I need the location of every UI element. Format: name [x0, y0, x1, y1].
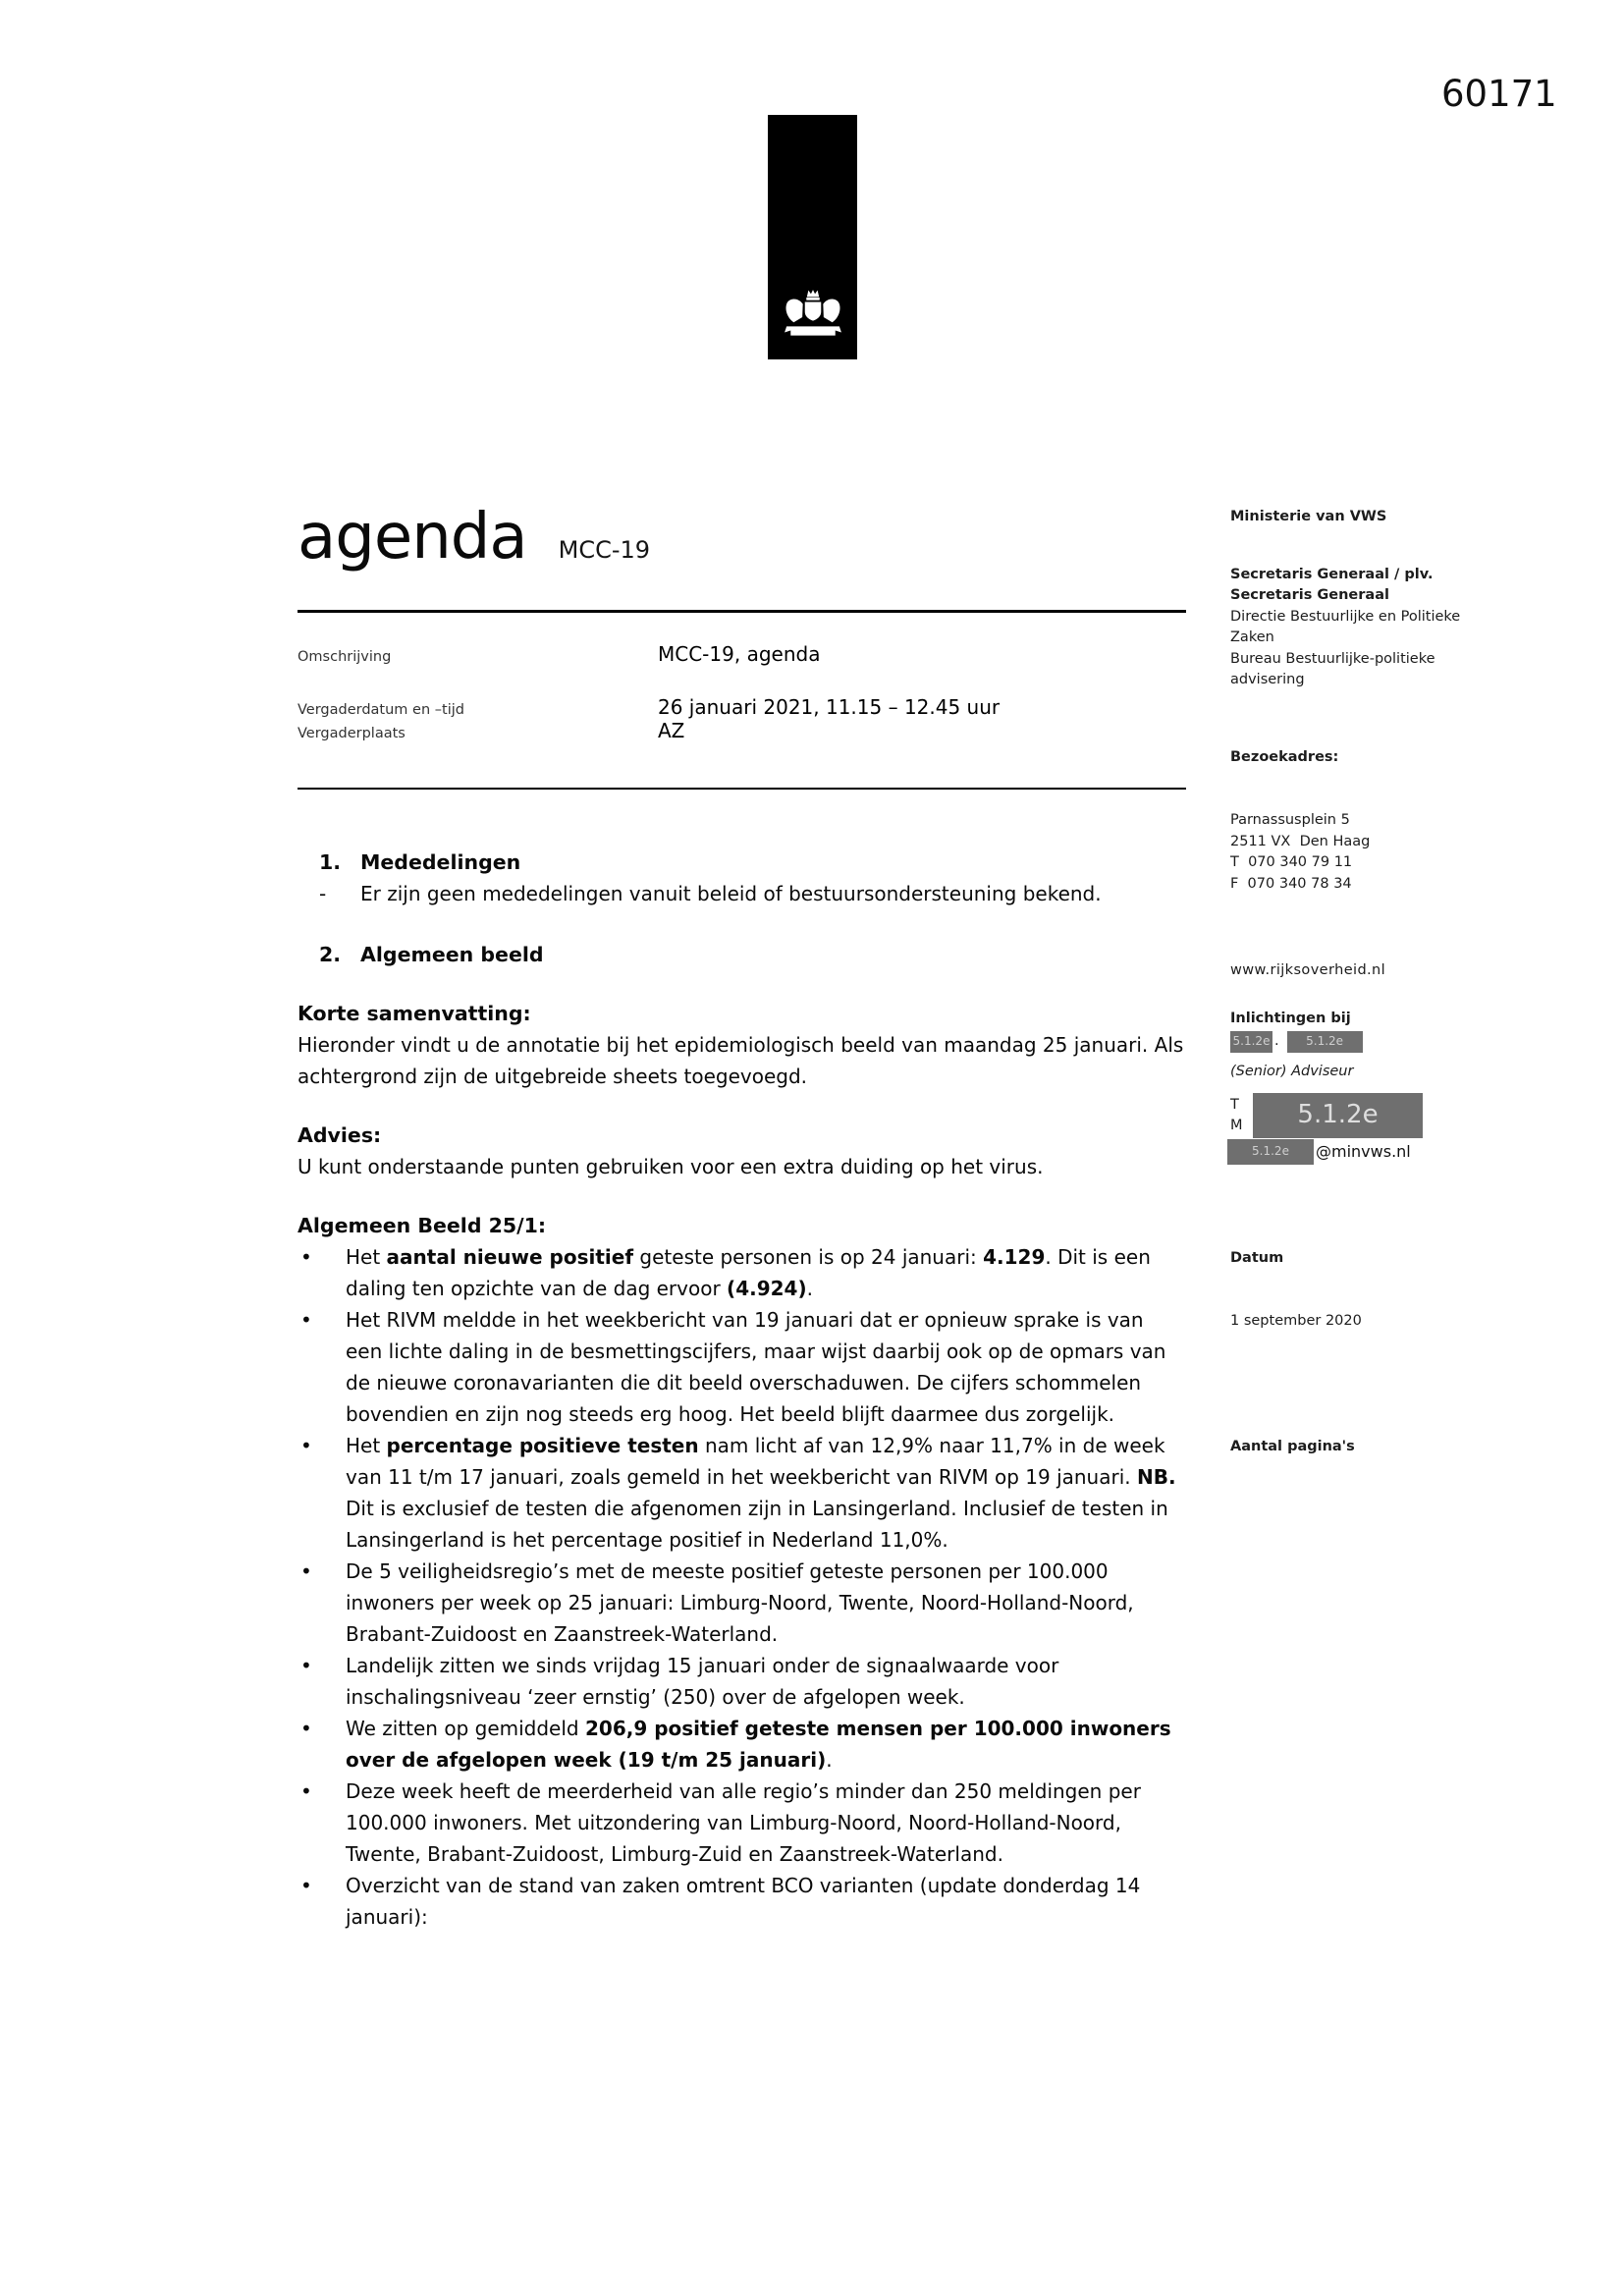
bullet-text: Het percentage positieve testen nam licht af van 12,9% naar 11,7% in de week van 11 t/m 17 januari, zoals gemeld in het weekbericht van RIVM op 19 januari. NB. Dit is exclusief de testen die afgenomen zijn in Lansingerland. Inclusief de testen in Lansingerland is het percentage positief in Nederland 11,0%.: [346, 1434, 1176, 1552]
section-2-heading: [319, 939, 1186, 970]
redacted-contact-names: [1230, 1031, 1432, 1053]
meta-value: MCC-19, agenda: [658, 642, 821, 666]
bullet-item: [298, 1304, 1186, 1430]
redaction-box-large: 5.1.2e: [1253, 1093, 1423, 1138]
redaction-box: 5.1.2e: [1230, 1031, 1272, 1053]
bullet-item: [298, 1713, 1186, 1776]
org-line: Secretaris Generaal / plv.: [1230, 566, 1434, 582]
meta-label: Vergaderdatum en –tijd: [298, 702, 464, 718]
redacted-phone-block: [1230, 1093, 1432, 1139]
date-label: Datum: [1230, 1249, 1284, 1266]
phone-label-t: T: [1230, 1096, 1239, 1113]
redaction-box: 5.1.2e: [1287, 1031, 1363, 1053]
bullet-marker: •: [300, 1434, 312, 1457]
bullet-marker: •: [300, 1779, 312, 1803]
main-column: [298, 501, 1186, 1933]
contact-role: (Senior) Adviseur: [1230, 1064, 1354, 1079]
redacted-email-row: [1227, 1139, 1432, 1165]
bullet-marker: •: [300, 1874, 312, 1897]
page-title: agenda: [298, 501, 527, 574]
bullet-marker: •: [300, 1654, 312, 1677]
bullet-item: [298, 1241, 1186, 1304]
contact-heading: Inlichtingen bij: [1230, 1010, 1351, 1026]
phone-label-m: M: [1230, 1118, 1243, 1133]
website-url: www.rijksoverheid.nl: [1230, 962, 1386, 978]
meta-row: [298, 642, 1186, 666]
pages-block: [1230, 1394, 1432, 1501]
redaction-box: 5.1.2e: [1227, 1139, 1314, 1165]
org-line: Secretaris Generaal: [1230, 587, 1389, 603]
bullet-marker: •: [300, 1559, 312, 1583]
phone-labels: [1230, 1093, 1253, 1139]
bullet-item: [298, 1776, 1186, 1870]
summary-heading: Korte samenvatting:: [298, 1002, 531, 1025]
sidebar: [1230, 507, 1461, 1500]
section-number: 2.: [319, 943, 342, 966]
org-line: Directie Bestuurlijke en Politieke: [1230, 608, 1461, 625]
doc-number: 60171: [1441, 73, 1557, 115]
advice-paragraph: U kunt onderstaande punten gebruiken voor een extra duiding op het virus.: [298, 1155, 1044, 1178]
org-line: Zaken: [1230, 629, 1274, 645]
meta-row: [298, 695, 1186, 719]
org-line: advisering: [1230, 672, 1305, 687]
redaction-separator: .: [1274, 1033, 1279, 1050]
address-line: T 070 340 79 11: [1230, 854, 1353, 870]
bullet-text: Landelijk zitten we sinds vrijdag 15 januari onder de signaalwaarde voor inschalingsniveau ‘zeer ernstig’ (250) over de afgelopen week.: [346, 1654, 1059, 1709]
overview-heading: Algemeen Beeld 25/1:: [298, 1214, 547, 1237]
meta-row: [298, 719, 1186, 742]
section-number: 1.: [319, 850, 342, 874]
date-block: [1230, 1206, 1432, 1375]
visit-address-lines: [1230, 810, 1432, 895]
org-block: [1230, 565, 1461, 691]
section-title: Algemeen beeld: [360, 943, 544, 966]
date-value: 1 september 2020: [1230, 1313, 1362, 1329]
bullet-marker: •: [300, 1717, 312, 1740]
advice-heading: Advies:: [298, 1123, 382, 1147]
rijksoverheid-logo: [768, 115, 857, 359]
bullet-text: De 5 veiligheidsregio’s met de meeste positief geteste personen per 100.000 inwoners per week op 25 januari: Limburg-Noord, Twente, Noord-Holland-Noord, Brabant-Zuidoost en Zaanstreek-Waterland.: [346, 1559, 1134, 1646]
address-line: Parnassusplein 5: [1230, 812, 1350, 828]
bullet-text: Het aantal nieuwe positief geteste personen is op 24 januari: 4.129. Dit is een daling ten opzichte van de dag ervoor (4.924).: [346, 1245, 1151, 1300]
dash-marker: -: [319, 882, 327, 905]
section-1-item: [319, 878, 1186, 909]
section-item-text: Er zijn geen mededelingen vanuit beleid of bestuursondersteuning bekend.: [360, 882, 1102, 905]
email-domain: @minvws.nl: [1316, 1141, 1411, 1161]
pages-label: Aantal pagina's: [1230, 1438, 1355, 1454]
meta-label: Omschrijving: [298, 649, 392, 665]
bullet-marker: •: [300, 1308, 312, 1332]
bullet-text: Overzicht van de stand van zaken omtrent BCO varianten (update donderdag 14 januari):: [346, 1874, 1141, 1929]
meta-section: [298, 610, 1186, 790]
bullet-text: Het RIVM meldde in het weekbericht van 19 januari dat er opnieuw sprake is van een lichte daling in de besmettingscijfers, maar wijst daarbij ook op de opmars van de nieuwe coronavarianten die dit beeld overschaduwen. De cijfers schommelen bovendien en zijn nog steeds erg hoog. Het beeld blijft daarmee dus zorgelijk.: [346, 1308, 1166, 1426]
coat-of-arms-icon: [783, 289, 843, 344]
bullet-text: Deze week heeft de meerderheid van alle regio’s minder dan 250 meldingen per 100.000 inwoners. Met uitzondering van Limburg-Noord, Noord-Holland-Noord, Twente, Brabant-Zuidoost, Limburg-Zuid en Zaanstreek-Waterland.: [346, 1779, 1141, 1866]
meta-value: 26 januari 2021, 11.15 – 12.45 uur: [658, 695, 1001, 719]
summary-paragraph: Hieronder vindt u de annotatie bij het epidemiologisch beeld van maandag 25 januari. Als achtergrond zijn de uitgebreide sheets toegevoegd.: [298, 1033, 1184, 1088]
bullet-item: [298, 1556, 1186, 1650]
section-1-heading: [319, 847, 1186, 878]
document-body: [298, 847, 1186, 1933]
org-line: Bureau Bestuurlijke-politieke: [1230, 650, 1435, 667]
page-subtitle: MCC-19: [558, 536, 651, 564]
ministry-name: Ministerie van VWS: [1230, 509, 1387, 524]
section-title: Mededelingen: [360, 850, 521, 874]
bullet-marker: •: [300, 1245, 312, 1269]
bullet-item: [298, 1650, 1186, 1713]
overview-bullet-list: [298, 1241, 1186, 1933]
meta-label: Vergaderplaats: [298, 726, 406, 741]
address-line: F 070 340 78 34: [1230, 875, 1352, 892]
bullet-item: [298, 1430, 1186, 1556]
bullet-text: We zitten op gemiddeld 206,9 positief geteste mensen per 100.000 inwoners over de afgelopen week (19 t/m 25 januari).: [346, 1717, 1171, 1772]
bullet-item: [298, 1870, 1186, 1933]
visit-address-label: Bezoekadres:: [1230, 748, 1339, 765]
meta-value: AZ: [658, 719, 685, 742]
address-line: 2511 VX Den Haag: [1230, 833, 1371, 849]
visit-address-block: [1230, 705, 1432, 938]
